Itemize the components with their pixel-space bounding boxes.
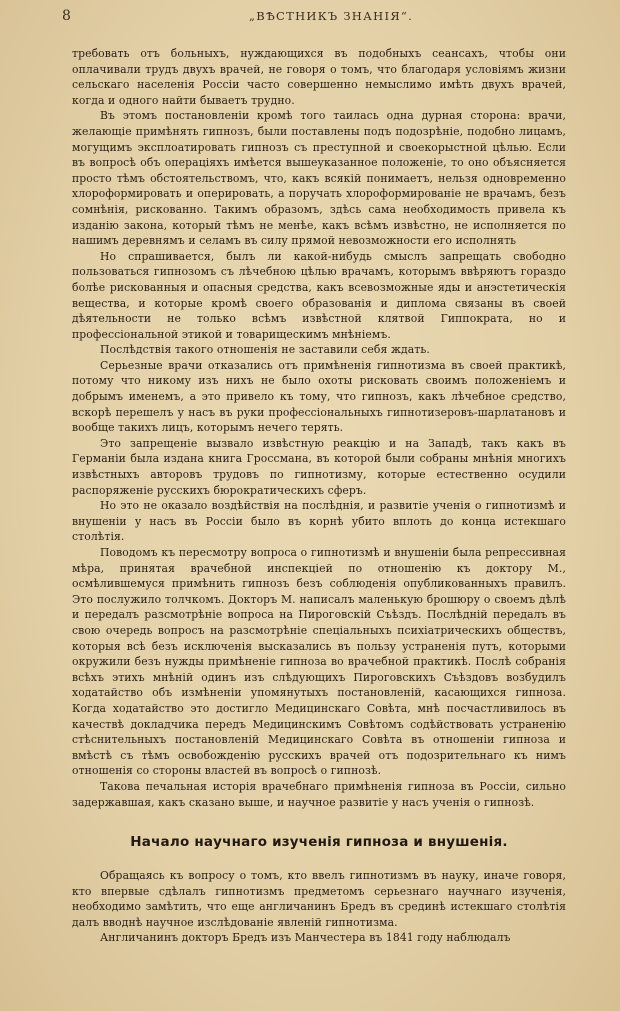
page-number: 8 [62, 8, 71, 24]
paragraph: Но это не оказало воздѣйствiя на послѣднiя, и развитiе ученiя о гипнотизмѣ и внушенiи у насъ въ Россiи было въ корнѣ убито вплоть до конца истекшаго столѣтiя. [72, 499, 566, 544]
section-heading: Начало научнаго изученiя гипноза и внушенiя. [130, 834, 508, 851]
paragraph: Серьезные врачи отказались отъ примѣненiя гипнотизма въ своей практикѣ, потому что никому изъ нихъ не было охоты рисковать своимъ положенiемъ и добрымъ именемъ, а это привело къ тому, что гипнозъ, какъ лѣчебное средство, вскорѣ перешелъ у насъ въ руки професciональныхъ гипнотизеровъ-шарлатановъ и вообще такихъ лицъ, которымъ нечего терять. [72, 358, 566, 435]
paragraph: Послѣдствiя такого отношенiя не заставили себя ждать. [100, 343, 430, 357]
paragraph: Въ этомъ постановленiи кромѣ того таилась одна дурная сторона: врачи, желающiе примѣнять гипнозъ, были поставлены подъ подозрѣнiе, подобно лицамъ, могущимъ эксплоатировать гипнозъ съ преступной и своекорыстной цѣлью. Если въ вопросѣ объ операцiяхъ имѣется вышеуказанное положенiе, то оно объясняется просто тѣмъ обстоятельствомъ, что, какъ всякiй понимаетъ, нельзя одновременно хлороформировать и оперировать, а поручать хлороформированiе не врачамъ, безъ сомнѣнiя, рискованно. Такимъ образомъ, здѣсь сама необходимость привела къ изданiю закона, который тѣмъ не менѣе, какъ всѣмъ извѣстно, не исполняется по нашимъ деревнямъ и селамъ въ силу прямой невозможности его исполнять [72, 109, 566, 248]
page-header [62, 8, 600, 30]
paragraph: Обращаясь къ вопросу о томъ, кто ввелъ гипнотизмъ въ науку, иначе говоря, кто впервые сдѣлалъ гипнотизмъ предметомъ серьезнаго научнаго изученiя, необходимо замѣтить, что еще англичанинъ Бредъ въ срединѣ истекшаго столѣтiя далъ вводнѣ научное изслѣдованiе явленiй гипнотизма. [72, 869, 566, 929]
paragraph: Англичанинъ докторъ Бредъ изъ Манчестера въ 1841 году наблюдалъ [100, 931, 511, 945]
paragraph: Такова печальная исторiя врачебнаго примѣненiя гипноза въ Россiи, сильно задержавшая, какъ сказано выше, и научное развитiе у насъ ученiя о гипнозѣ. [72, 779, 566, 809]
paragraph: Поводомъ къ пересмотру вопроса о гипнотизмѣ и внушенiи была репрессивная мѣра, принятая врачебной инспекцiей по отношенiю къ доктору М., осмѣлившемуся примѣнить гипнозъ безъ соблюденiя опубликованныхъ правилъ. Это послужило толчкомъ. Докторъ М. написалъ маленькую брошюру о своемъ дѣлѣ и передалъ разсмотрѣнiе вопроса на Пироговскiй Съѣздъ. Послѣднiй передалъ въ свою очередь вопросъ на разсмотрѣнiе спецiальныхъ психiатрическихъ обществъ, которыя всѣ безъ исключенiя высказались въ пользу устраненiя путъ, которыми окружили безъ нужды примѣненiе гипноза во врачебной практикѣ. Послѣ собранiя всѣхъ этихъ мнѣнiй одинъ изъ слѣдующихъ Пироговскихъ Съѣздовъ возбудилъ ходатайство объ измѣненiи упомянутыхъ постановленiй, касающихся гипноза. Когда ходатайство это достигло Медицинскаго Совѣта, мнѣ посчастливилось въ качествѣ докладчика передъ Медицинскимъ Совѣтомъ содѣйствовать устраненiю стѣснительныхъ постановленiй Медицинскаго Совѣта въ отношенiи гипноза и вмѣстѣ съ тѣмъ освобожденiю русскихъ врачей отъ подозрительнаго къ нимъ отношенiя со стороны властей въ вопросѣ о гипнозѣ. [72, 546, 566, 778]
paragraph: Но спрашивается, былъ ли какой-нибудь смыслъ запрещать свободно пользоваться гипнозомъ съ лѣчебною цѣлью врачамъ, которымъ ввѣряютъ гораздо болѣе рискованныя и опасныя средства, какъ всевозможные яды и анэстетическiя вещества, и которые кромѣ своего образованiя и диплома связаны въ своей дѣятельности не только всѣмъ извѣстной клятвой Гиппократа, но и професciональной этикой и товарищескимъ мнѣнiемъ. [72, 249, 566, 341]
article-body [72, 46, 566, 946]
running-title: „ВѢСТНИКЪ ЗНАНIЯ“. [248, 9, 414, 23]
paragraph: требовать отъ больныхъ, нуждающихся въ подобныхъ сеансахъ, чтобы они оплачивали трудъ двухъ врачей, не говоря о томъ, что благодаря условiямъ жизни сельскаго населенiя Россiи часто совершенно немыслимо имѣть двухъ врачей, когда и одного найти бываетъ трудно. [72, 47, 566, 107]
paragraph: Это запрещенiе вызвало извѣстную реакцiю и на Западѣ, такъ какъ въ Германiи была издана книга Гроссмана, въ которой были собраны мнѣнiя многихъ извѣстныхъ авторовъ трудовъ по гипнотизму, которые естественно осудили распоряженiе русскихъ бюрократическихъ сферъ. [72, 436, 566, 497]
